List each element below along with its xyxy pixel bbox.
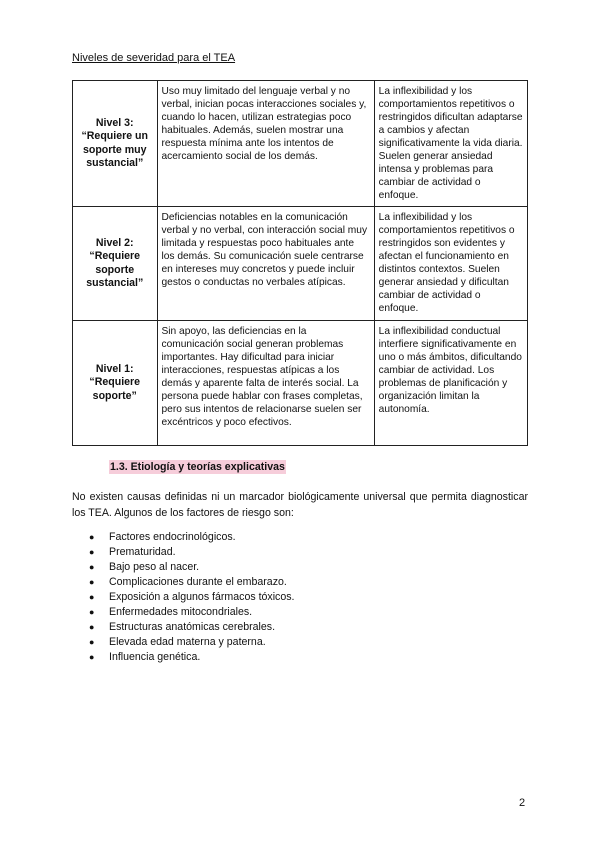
list-item (72, 545, 294, 560)
severity-table (72, 80, 528, 446)
bullet-icon: ● (89, 577, 95, 587)
list-item-text: Exposición a algunos fármacos tóxicos. (109, 591, 295, 603)
list-item (72, 650, 294, 665)
risk-factor-list (72, 530, 294, 665)
list-item-text: Influencia genética. (109, 651, 201, 663)
list-item-text: Factores endocrinológicos. (109, 531, 236, 543)
bullet-icon: ● (89, 622, 95, 632)
bullet-icon: ● (89, 592, 95, 602)
list-item (72, 530, 294, 545)
section-heading: 1.3. Etiología y teorías explicativas (110, 461, 285, 473)
list-item (72, 575, 294, 590)
bullet-icon: ● (89, 637, 95, 647)
table-row (73, 321, 528, 446)
level-cell: Nivel 2: “Requiere soporte sustancial” (73, 207, 158, 321)
behavior-cell: La inflexibilidad y los comportamientos repetitivos o restringidos dificultan adaptarse a cambios y afectan significativamente la vida diaria. Suelen generar ansiedad intensa y problemas para cambiar de actividad o enfoque. (374, 81, 527, 207)
behavior-cell: La inflexibilidad y los comportamientos repetitivos o restringidos son evidentes y afectan el funcionamiento en distintos contextos. Suelen generar ansiedad y dificultan cambiar de actividad o enfoque. (374, 207, 527, 321)
table-row (73, 81, 528, 207)
behavior-cell: La inflexibilidad conductual interfiere significativamente en uno o más ámbitos, dificultando cambiar de actividad. Los problemas de planificación y organización limitan la autonomía. (374, 321, 527, 446)
list-item (72, 620, 294, 635)
communication-cell: Deficiencias notables en la comunicación verbal y no verbal, con interacción social muy limitada y respuestas poco habituales ante los demás. Su comunicación suele centrarse en intereses muy concretos y puede incluir gestos o conductas no verbales atípicas. (157, 207, 374, 321)
list-item (72, 560, 294, 575)
bullet-icon: ● (89, 547, 95, 557)
bullet-icon: ● (89, 652, 95, 662)
bullet-icon: ● (89, 562, 95, 572)
list-item-text: Enfermedades mitocondriales. (109, 606, 253, 618)
communication-cell: Uso muy limitado del lenguaje verbal y no verbal, inician pocas interacciones sociales y, cuando lo hacen, utilizan estrategias poco habituales. Además, suelen mostrar una respuesta mínima ante los intentos de acercamiento social de los demás. (157, 81, 374, 207)
list-item-text: Estructuras anatómicas cerebrales. (109, 621, 276, 633)
list-item (72, 635, 294, 650)
level-cell: Nivel 1: “Requiere soporte” (73, 321, 158, 446)
page-title: Niveles de severidad para el TEA (72, 52, 236, 64)
bullet-icon: ● (89, 532, 95, 542)
list-item-text: Complicaciones durante el embarazo. (109, 576, 287, 588)
list-item-text: Bajo peso al nacer. (109, 561, 200, 573)
page-number: 2 (519, 797, 526, 809)
bullet-icon: ● (89, 607, 95, 617)
level-cell: Nivel 3: “Requiere un soporte muy sustancial” (73, 81, 158, 207)
list-item-text: Prematuridad. (109, 546, 176, 558)
communication-cell: Sin apoyo, las deficiencias en la comunicación social generan problemas importantes. Hay dificultad para iniciar interacciones, respuestas atípicas a los demás y aparente falta de interés social. La persona puede hablar con frases completas, pero sus intentos de relacionarse suelen ser excéntricos y poco efectivos. (157, 321, 374, 446)
table-row (73, 207, 528, 321)
list-item (72, 590, 294, 605)
list-item (72, 605, 294, 620)
intro-paragraph: No existen causas definidas ni un marcador biológicamente universal que permita diagnosticar los TEA. Algunos de los factores de riesgo son: (72, 491, 528, 519)
list-item-text: Elevada edad materna y paterna. (109, 636, 266, 648)
